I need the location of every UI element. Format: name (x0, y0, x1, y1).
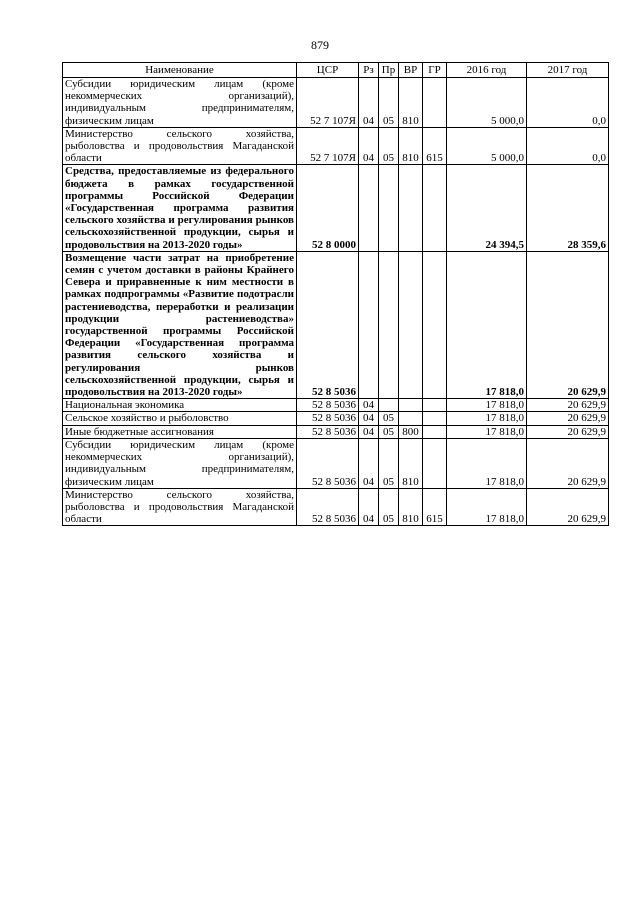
header-pr: Пр (379, 63, 399, 78)
cell-2017: 20 629,9 (527, 399, 609, 412)
page-number: 879 (311, 38, 329, 52)
table-row (63, 412, 609, 425)
cell-name: Иные бюджетные ассигнования (63, 425, 297, 438)
cell-gr (423, 412, 447, 425)
cell-2017: 0,0 (527, 127, 609, 165)
cell-pr: 05 (379, 412, 399, 425)
cell-rz (359, 251, 379, 398)
cell-csr: 52 8 5036 (297, 425, 359, 438)
cell-name: Средства, предоставляемые из федерального бюджета в рамках государственной программы Российской Федерации «Государственная программа развития сельского хозяйства и регулирования рынков сельскохозяйственной продукции, сырья и продовольствия на 2013-2020 годы» (63, 165, 297, 251)
cell-name: Национальная экономика (63, 399, 297, 412)
cell-gr (423, 78, 447, 128)
cell-csr: 52 8 5036 (297, 399, 359, 412)
cell-gr (423, 425, 447, 438)
cell-rz: 04 (359, 78, 379, 128)
cell-2016: 17 818,0 (447, 251, 527, 398)
cell-rz: 04 (359, 399, 379, 412)
cell-gr (423, 438, 447, 488)
cell-vr: 810 (399, 438, 423, 488)
cell-pr: 05 (379, 488, 399, 526)
cell-csr: 52 7 107Я (297, 127, 359, 165)
cell-csr: 52 8 5036 (297, 438, 359, 488)
cell-gr (423, 165, 447, 251)
table-row (63, 438, 609, 488)
cell-2017: 20 629,9 (527, 438, 609, 488)
cell-rz: 04 (359, 412, 379, 425)
cell-pr: 05 (379, 78, 399, 128)
cell-2016: 17 818,0 (447, 425, 527, 438)
cell-2016: 5 000,0 (447, 127, 527, 165)
cell-2016: 17 818,0 (447, 438, 527, 488)
header-vr: ВР (399, 63, 423, 78)
cell-vr (399, 251, 423, 398)
cell-rz: 04 (359, 127, 379, 165)
cell-gr (423, 399, 447, 412)
cell-name: Субсидии юридическим лицам (кроме некоммерческих организаций), индивидуальным предпринимателям, физическим лицам (63, 78, 297, 128)
cell-2017: 20 629,9 (527, 412, 609, 425)
cell-rz: 04 (359, 425, 379, 438)
header-2016: 2016 год (447, 63, 527, 78)
table-row (63, 165, 609, 251)
table-row (63, 488, 609, 526)
cell-name: Министерство сельского хозяйства, рыболовства и продовольствия Магаданской области (63, 127, 297, 165)
cell-2016: 24 394,5 (447, 165, 527, 251)
cell-2016: 17 818,0 (447, 488, 527, 526)
cell-gr: 615 (423, 127, 447, 165)
cell-name: Возмещение части затрат на приобретение семян с учетом доставки в районы Крайнего Севера и приравненные к ним местности в рамках подпрограммы «Развитие подотрасли растениеводства, переработки и реализации продукции растениеводства» государственной программы Российской Федерации «Государственная программа развития сельского хозяйства и регулирования рынков сельскохозяйственной продукции, сырья и продовольствия на 2013-2020 годы» (63, 251, 297, 398)
cell-vr (399, 165, 423, 251)
table-row (63, 251, 609, 398)
cell-vr (399, 399, 423, 412)
cell-pr: 05 (379, 425, 399, 438)
cell-pr: 05 (379, 127, 399, 165)
cell-2016: 17 818,0 (447, 399, 527, 412)
table-row (63, 425, 609, 438)
cell-2017: 28 359,6 (527, 165, 609, 251)
header-2017: 2017 год (527, 63, 609, 78)
cell-csr: 52 8 5036 (297, 488, 359, 526)
header-name: Наименование (63, 63, 297, 78)
cell-csr: 52 8 0000 (297, 165, 359, 251)
cell-2017: 20 629,9 (527, 488, 609, 526)
table-header-row (63, 63, 609, 78)
cell-pr: 05 (379, 438, 399, 488)
table-row (63, 127, 609, 165)
cell-rz: 04 (359, 488, 379, 526)
header-rz: Рз (359, 63, 379, 78)
cell-gr (423, 251, 447, 398)
cell-gr: 615 (423, 488, 447, 526)
cell-csr: 52 8 5036 (297, 412, 359, 425)
budget-table (62, 62, 609, 526)
cell-csr: 52 8 5036 (297, 251, 359, 398)
cell-vr: 810 (399, 78, 423, 128)
table-row (63, 78, 609, 128)
cell-pr (379, 165, 399, 251)
cell-vr (399, 412, 423, 425)
cell-2016: 5 000,0 (447, 78, 527, 128)
cell-rz: 04 (359, 438, 379, 488)
cell-vr: 810 (399, 488, 423, 526)
cell-2017: 0,0 (527, 78, 609, 128)
table-row (63, 399, 609, 412)
cell-2016: 17 818,0 (447, 412, 527, 425)
cell-2017: 20 629,9 (527, 425, 609, 438)
cell-vr: 800 (399, 425, 423, 438)
cell-name: Субсидии юридическим лицам (кроме некоммерческих организаций), индивидуальным предпринимателям, физическим лицам (63, 438, 297, 488)
cell-pr (379, 399, 399, 412)
cell-vr: 810 (399, 127, 423, 165)
cell-name: Сельское хозяйство и рыболовство (63, 412, 297, 425)
cell-pr (379, 251, 399, 398)
cell-2017: 20 629,9 (527, 251, 609, 398)
header-csr: ЦСР (297, 63, 359, 78)
cell-name: Министерство сельского хозяйства, рыболовства и продовольствия Магаданской области (63, 488, 297, 526)
header-gr: ГР (423, 63, 447, 78)
cell-rz (359, 165, 379, 251)
cell-csr: 52 7 107Я (297, 78, 359, 128)
